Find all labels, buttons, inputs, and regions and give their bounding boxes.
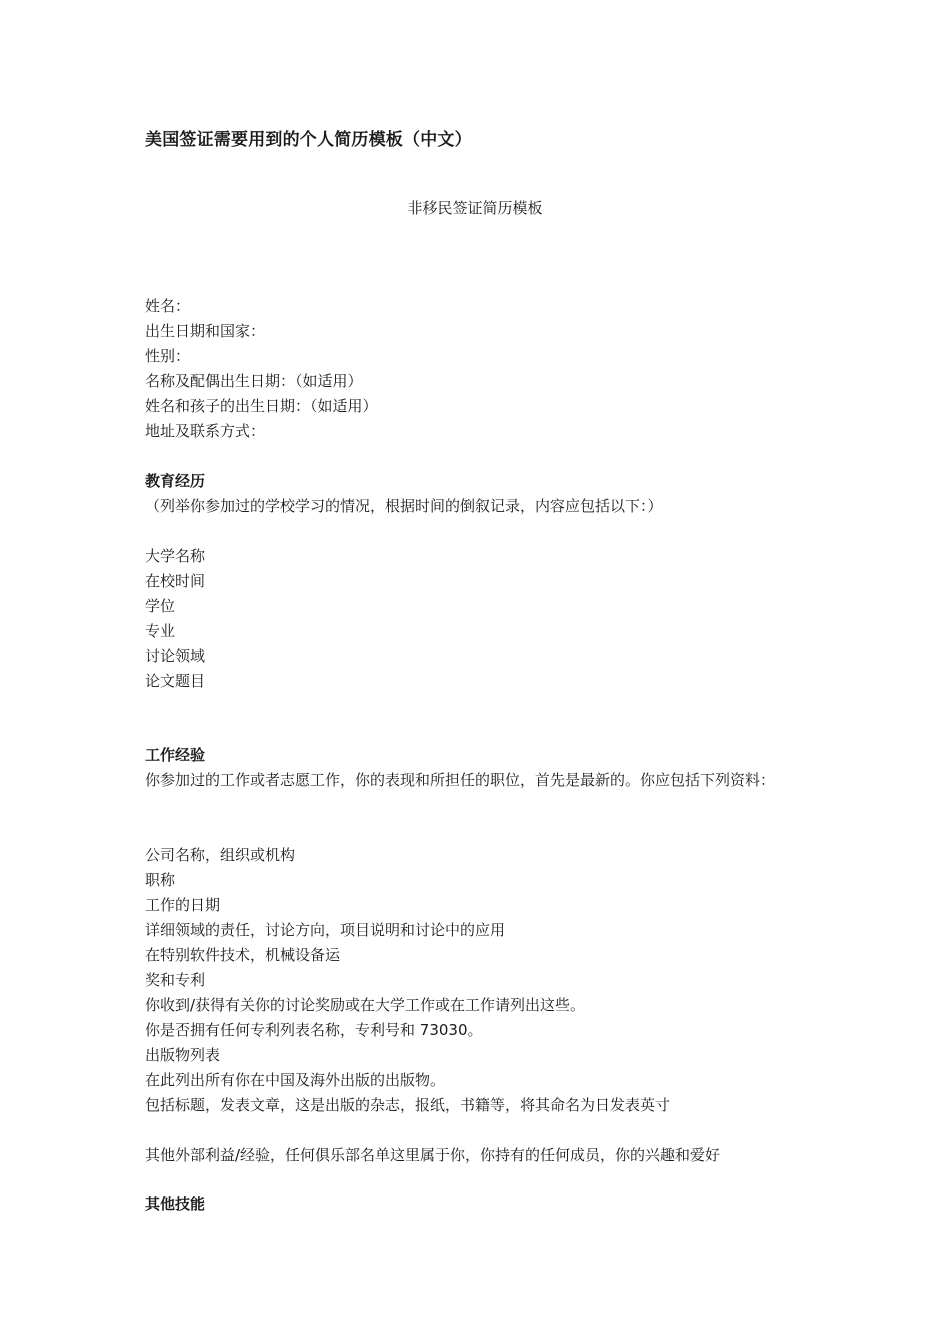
education-intro: （列举你参加过的学校学习的情况，根据时间的倒叙记录，内容应包括以下：） <box>145 497 663 515</box>
work-item: 奖和专利 <box>145 971 206 989</box>
work-item: 详细领域的责任，讨论方向，项目说明和讨论中的应用 <box>145 921 506 939</box>
field-gender: 性别： <box>145 347 191 365</box>
education-item: 论文题目 <box>145 672 206 690</box>
work-item: 工作的日期 <box>145 896 221 914</box>
field-birth-date-country: 出生日期和国家： <box>145 322 266 340</box>
work-item: 职称 <box>145 871 176 889</box>
education-heading: 教育经历 <box>145 472 206 490</box>
education-item: 大学名称 <box>145 547 206 565</box>
education-item: 在校时间 <box>145 572 206 590</box>
work-item: 你收到/获得有关你的讨论奖励或在大学工作或在工作请列出这些。 <box>145 996 586 1014</box>
work-item: 在特别软件技术，机械设备运 <box>145 946 341 964</box>
work-heading: 工作经验 <box>145 746 206 764</box>
work-item: 你是否拥有任何专利列表名称，专利号和 73030。 <box>145 1021 483 1039</box>
field-children: 姓名和孩子的出生日期：（如适用） <box>145 397 378 415</box>
field-spouse: 名称及配偶出生日期：（如适用） <box>145 372 363 390</box>
work-item: 出版物列表 <box>145 1046 221 1064</box>
document-subtitle: 非移民签证简历模板 <box>407 199 543 217</box>
education-item: 专业 <box>145 622 176 640</box>
work-item: 公司名称，组织或机构 <box>145 846 296 864</box>
education-item: 学位 <box>145 597 176 615</box>
work-item: 包括标题，发表文章，这是出版的杂志，报纸，书籍等，将其命名为日发表英寸 <box>145 1096 671 1114</box>
work-item: 在此列出所有你在中国及海外出版的出版物。 <box>145 1071 446 1089</box>
other-skills-heading: 其他技能 <box>145 1195 206 1213</box>
education-item: 讨论领域 <box>145 647 206 665</box>
field-address-contact: 地址及联系方式： <box>145 422 266 440</box>
other-interests: 其他外部利益/经验，任何俱乐部名单这里属于你，你持有的任何成员，你的兴趣和爱好 <box>145 1146 721 1164</box>
document-title: 美国签证需要用到的个人简历模板（中文） <box>145 130 472 150</box>
field-name: 姓名： <box>145 297 191 315</box>
work-intro: 你参加过的工作或者志愿工作，你的表现和所担任的职位，首先是最新的。你应包括下列资料： <box>145 771 776 789</box>
